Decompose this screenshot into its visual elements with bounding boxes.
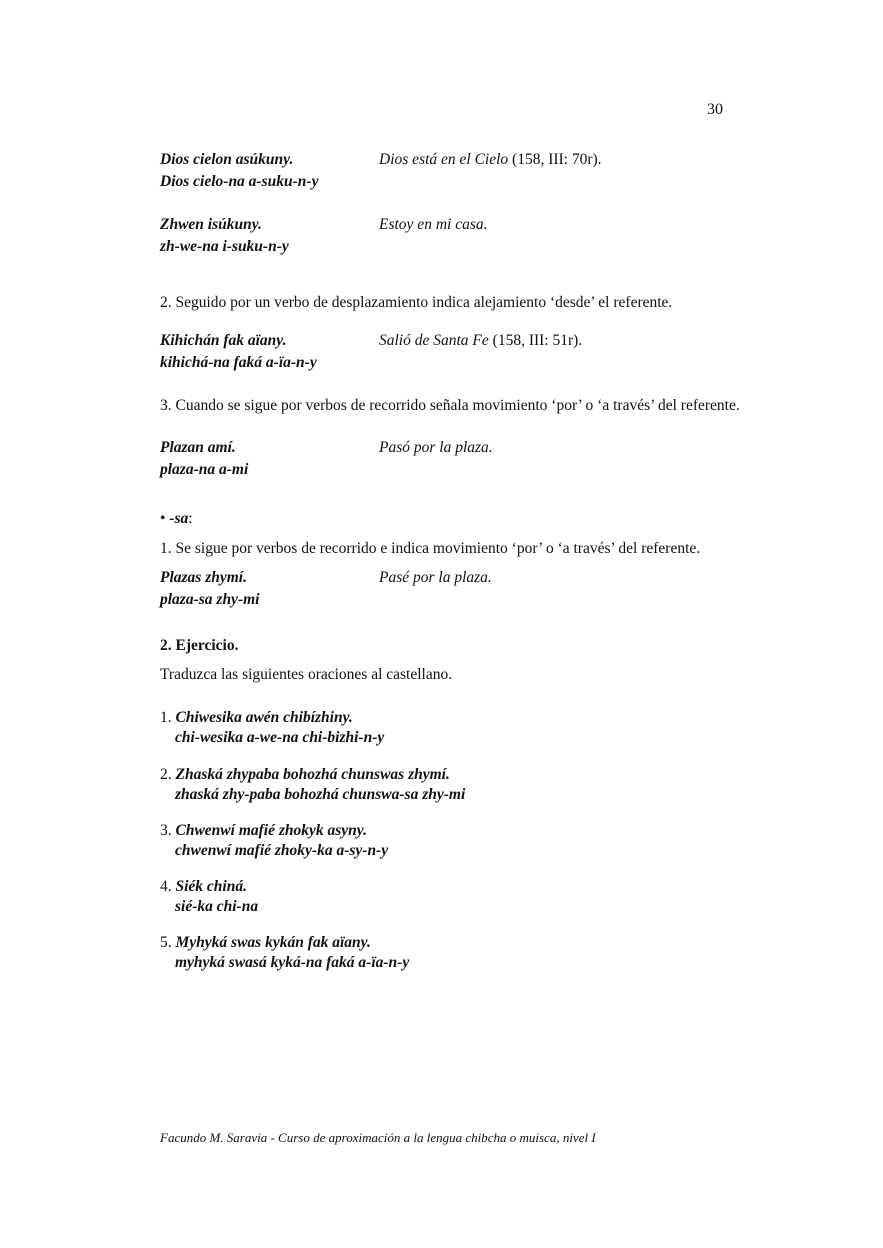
example-translation [379, 149, 602, 171]
exercise-instruction: Traduzca las siguientes oraciones al castellano. [160, 666, 453, 683]
suffix-label: -sa [169, 510, 189, 527]
example-source: Plazan amí. [160, 439, 236, 456]
example-translation [379, 330, 582, 352]
exercise-gloss: chi-wesika a-we-na chi-bizhi-n-y [175, 729, 385, 746]
exercise-number: 1. [160, 709, 176, 726]
exercise-number: 5. [160, 934, 176, 951]
exercise-item-3 [160, 821, 388, 861]
example-gloss: kihichá-na faká a-ïa-n-y [160, 354, 317, 371]
example-source: Zhwen isúkuny. [160, 216, 262, 233]
exercise-gloss: zhaská zhy-paba bohozhá chunswa-sa zhy-mi [175, 786, 466, 803]
exercise-gloss: myhyká swasá kyká-na faká a-ïa-n-y [175, 954, 410, 971]
exercise-number: 3. [160, 822, 176, 839]
exercise-item-5 [160, 933, 409, 973]
exercise-item-2 [160, 765, 465, 805]
exercise-source: Zhaská zhypaba bohozhá chunswas zhymí. [175, 766, 450, 783]
paragraph-sa-recorrido: 1. Se sigue por verbos de recorrido e indica movimiento ‘por’ o ‘a través’ del referente. [160, 540, 701, 557]
translation-text: Salió de Santa Fe [379, 332, 489, 349]
exercise-item-4 [160, 877, 258, 917]
example-translation [379, 567, 492, 589]
exercise-source: Chwenwí mafié zhokyk asyny. [175, 822, 367, 839]
page-footer: Facundo M. Saravia - Curso de aproximación a la lengua chibcha o muisca, nivel I [160, 1130, 596, 1145]
example-kihichan [160, 330, 583, 374]
example-source: Kihichán fak aïany. [160, 332, 287, 349]
exercise-heading: 2. Ejercicio. [160, 637, 239, 654]
translation-text: Estoy en mi casa. [379, 216, 488, 233]
example-translation [379, 214, 487, 236]
example-plazan [160, 437, 493, 481]
example-plazas [160, 567, 492, 611]
paragraph-recorrido: 3. Cuando se sigue por verbos de recorrido señala movimiento ‘por’ o ‘a través’ del referente. [160, 397, 740, 414]
exercise-gloss: sié-ka chi-na [175, 898, 259, 915]
example-gloss: plaza-sa zhy-mi [160, 591, 260, 608]
exercise-source: Chiwesika awén chibízhiny. [175, 709, 353, 726]
example-gloss: Dios cielo-na a-suku-n-y [160, 173, 319, 190]
example-zhwen [160, 214, 488, 258]
paragraph-desde: 2. Seguido por un verbo de desplazamiento indica alejamiento ‘desde’ el referente. [160, 294, 673, 311]
example-source: Plazas zhymí. [160, 569, 247, 586]
exercise-source: Siék chiná. [175, 878, 247, 895]
exercise-item-1 [160, 708, 384, 748]
bullet-icon: • [160, 510, 166, 527]
translation-text: Dios está en el Cielo [379, 151, 509, 168]
example-dios-cielo [160, 149, 602, 193]
example-translation [379, 437, 493, 459]
translation-text: Pasé por la plaza. [379, 569, 492, 586]
translation-reference: (158, III: 51r). [488, 332, 583, 349]
example-source: Dios cielon asúkuny. [160, 151, 294, 168]
exercise-source: Myhyká swas kykán fak aïany. [175, 934, 371, 951]
suffix-colon: : [188, 510, 193, 527]
exercise-gloss: chwenwí mafié zhoky-ka a-sy-n-y [175, 842, 389, 859]
page-number: 30 [707, 101, 723, 118]
example-gloss: plaza-na a-mi [160, 461, 249, 478]
translation-text: Pasó por la plaza. [379, 439, 493, 456]
translation-reference: (158, III: 70r). [508, 151, 602, 168]
bullet-suffix-sa [160, 510, 193, 528]
exercise-number: 2. [160, 766, 176, 783]
example-gloss: zh-we-na i-suku-n-y [160, 238, 289, 255]
exercise-number: 4. [160, 878, 176, 895]
